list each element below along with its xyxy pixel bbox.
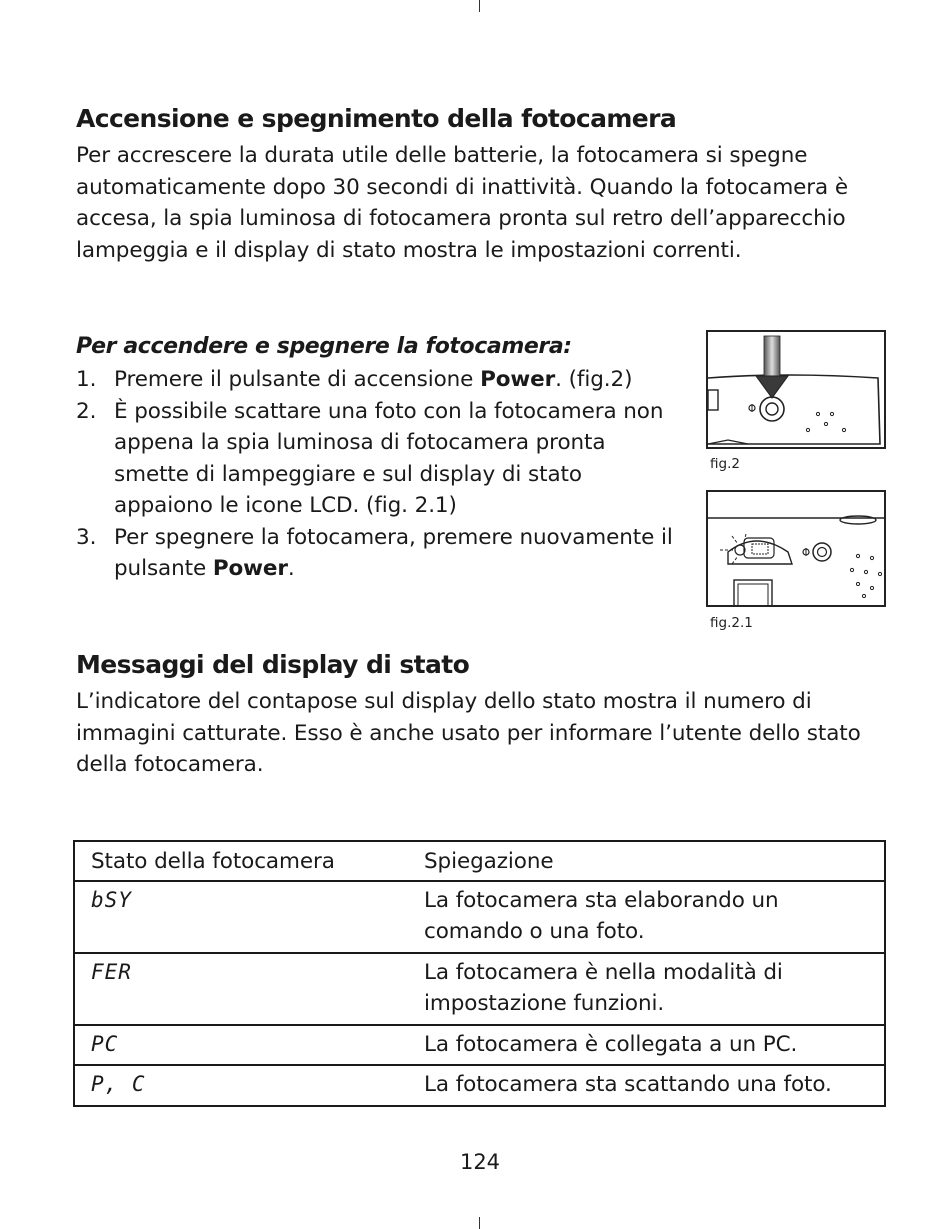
procedure-steps	[76, 364, 676, 585]
table-header-explanation: Spiegazione	[418, 841, 885, 881]
step-number: 3.	[76, 524, 97, 550]
page-number: 124	[459, 1150, 501, 1174]
table-header-state: Stato della fotocamera	[74, 841, 418, 881]
status-messages-table	[73, 840, 886, 1107]
section-title-status: Messaggi del display di stato	[76, 650, 470, 679]
lcd-code: FER	[91, 959, 132, 984]
step-text: Premere il pulsante di accensione	[114, 367, 481, 392]
figure-power-button	[706, 330, 886, 449]
section-body-power: Per accrescere la durata utile delle batterie, la fotocamera si spegne automaticamente dopo 30 secondi di inattività. Quando la fotocamera è accesa, la spia luminosa di fotocamera pronta sul retro dell’apparecchio lampeggia e il display di stato mostra le impostazioni correnti.	[76, 143, 848, 263]
crop-mark-top	[479, 0, 480, 12]
procedure-title: Per accendere e spegnere la fotocamera:	[76, 334, 572, 359]
table-header-row	[74, 841, 885, 881]
table-row	[74, 953, 885, 1025]
section-title-power: Accensione e spegnimento della fotocamera	[76, 104, 677, 133]
lcd-code: PC	[91, 1031, 119, 1056]
table-cell-explanation: La fotocamera è collegata a un PC.	[418, 1025, 885, 1066]
table-row	[74, 881, 885, 953]
table-row	[74, 1065, 885, 1106]
camera-top-illustration	[708, 332, 886, 449]
table-row	[74, 1025, 885, 1066]
step-number: 2.	[76, 398, 97, 424]
step-text-end: . (fig.2)	[555, 367, 633, 392]
step-text-end: .	[287, 556, 295, 581]
procedure-step	[76, 396, 676, 522]
camera-back-illustration	[708, 492, 886, 607]
figure-caption: fig.2.1	[710, 615, 753, 631]
step-text: È possibile scattare una foto con la fotocamera non appena la spia luminosa di fotocamera pronta smette di lampeggiare e sul display di stato appaiono le icone LCD. (fig. 2.1)	[114, 398, 664, 518]
section-body-status: L’indicatore del contapose sul display dello stato mostra il numero di immagini catturate. Esso è anche usato per informare l’utente dello stato della fotocamera.	[76, 689, 861, 777]
lcd-code: bSY	[91, 887, 132, 912]
table-cell-explanation: La fotocamera sta scattando una foto.	[418, 1065, 885, 1106]
step-text: Per spegnere la fotocamera, premere nuovamente il pulsante	[114, 524, 673, 581]
table-cell-explanation: La fotocamera sta elaborando un comando o una foto.	[418, 881, 885, 953]
lcd-code: P, C	[91, 1072, 146, 1096]
step-number: 1.	[76, 367, 97, 392]
procedure-step	[76, 364, 676, 396]
figure-caption: fig.2	[710, 456, 740, 472]
figure-status-display	[706, 490, 886, 607]
procedure-step	[76, 522, 676, 585]
step-bold-text: Power	[480, 367, 556, 392]
table-cell-explanation: La fotocamera è nella modalità di impostazione funzioni.	[418, 953, 885, 1025]
step-bold-text: Power	[212, 556, 288, 581]
crop-mark-bottom	[479, 1217, 480, 1229]
